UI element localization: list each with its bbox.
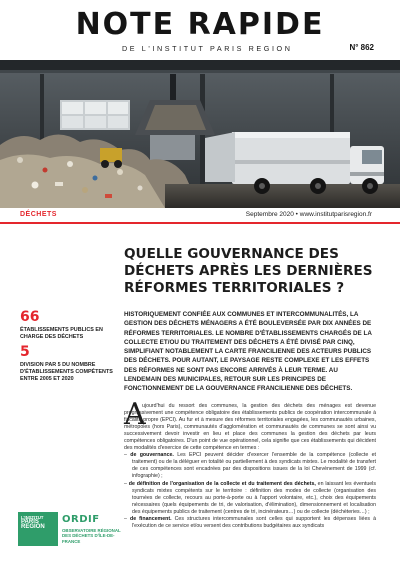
list-item-text: Ces structures intercommunales sont celles qui supportent les dépenses liées à l'exécution de ce service et/ou versent des contributions budgétaires aux syndicats	[132, 515, 376, 529]
article-headline: QUELLE GOUVERNANCE DES DÉCHETS APRÈS LES DERNIÈRES RÉFORMES TERRITORIALES ?	[124, 246, 373, 296]
list-item-label: de définition de l'organisation de la collecte et du traitement des déchets,	[128, 480, 316, 487]
key-figure-caption: ÉTABLISSEMENTS PUBLICS EN CHARGE DES DÉCHETS	[20, 327, 103, 340]
drop-cap: A	[124, 397, 146, 432]
ordif-logo: ORDIF	[62, 514, 100, 525]
list-item-text: Les EPCI peuvent décider d'exercer l'ensemble de la compétence (collecte et traitement) ou de la déléguer en totalité ou partiellement à des syndicats mixtes. Le modalité de transfert de ces compétences sont encadrées par des dispositions issues de la loi Chevènement de 1999 (cf. infographie) ;	[132, 452, 376, 480]
publication-subtitle: DE L'INSTITUT PARIS REGION	[122, 44, 293, 53]
waste-facility-illustration	[0, 60, 400, 208]
section-label: DÉCHETS	[20, 211, 57, 218]
partner-logos	[18, 508, 122, 558]
body-intro-paragraph: ujourd'hui du ressort des communes, la gestion des déchets des ménages est devenue progressivement une compétence obligatoire des établissements publics de coopération intercommunale à fiscalité propre (EPCI). Au fur et à mesure des réformes territoriales engagées, les communautés urbaines, métropoles (hors Paris), communautés d'agglomération et communautés de communes se sont ainsi vu successivement devoir investir en lieu et place des communes la gestion des déchets par leurs compétences obligatoires. D'un point de vue opérationnel, cela signifie que ces établissements qui décident des modalités d'exercice de cette compétence en termes :	[124, 403, 376, 452]
list-item-financing: – de financement. Ces structures intercommunales sont celles qui supportent les dépenses liées à l'exécution de ce service et/ou versent des contributions budgétaires aux syndicats	[124, 515, 376, 529]
date-and-website: Septembre 2020 • www.institutparisregion.fr	[245, 211, 372, 218]
key-figure-caption: DIVISION PAR 5 DU NOMBRE D'ÉTABLISSEMENTS COMPÉTENTS ENTRE 2005 ET 2020	[20, 362, 113, 382]
list-item-governance: – de gouvernance. Les EPCI peuvent décider d'exercer l'ensemble de la compétence (collecte et traitement) ou de la déléguer en totalité ou partiellement à des syndicats mixtes. Le modalité de transfert de ces compétences sont encadrées par des dispositions issues de la loi Chevènement de 1999 (cf. infographie) ;	[124, 452, 376, 480]
ordif-logo-subtitle: OBSERVATOIRE RÉGIONAL DES DÉCHETS D'ÎLE-DE-FRANCE	[62, 528, 121, 544]
list-item-organisation: – de définition de l'organisation de la collecte et du traitement des déchets, en laissant les éventuels syndicats mixtes compétents sur le territoire : définition des modes de collecte (organisation des tournées de collecte, recours au porte-à-porte ou à l'apport volontaire, etc.), choix des équipements nécessaires (quels équipements de tri, de valorisation, d'élimination), dimensionnement et localisation des équipements publics de traitement (centres de tri, incinérateurs…) ou de collecte (déchèteries…) ;	[124, 480, 376, 515]
section-divider	[0, 222, 400, 224]
issue-number: N° 862	[349, 43, 374, 52]
logo-line: REGION	[21, 524, 45, 530]
list-item-text: en laissant les éventuels syndicats mixtes compétents sur le territoire : définition des modes de collecte (organisation des tournées de collecte, recours au porte-à-porte ou à l'apport volontaire, etc.), choix des équipements nécessaires (quels équipements de tri, de valorisation, d'élimination), dimensionnement et localisation des équipements publics de traitement (centres de tri, incinérateurs…) ou de collecte (déchèteries…) ;	[132, 480, 376, 515]
institut-paris-region-logo	[18, 512, 58, 546]
section-band	[0, 210, 400, 222]
article-body	[124, 403, 376, 530]
article-lead: HISTORIQUEMENT CONFIÉE AUX COMMUNES ET INTERCOMMUNALITÉS, LA GESTION DES DÉCHETS MÉNAGERS A ÉTÉ BOULEVERSÉE PAR DIX ANNÉES DE RÉFORMES TERRITORIALES. LE NOMBRE D'ÉTABLISSEMENTS CHARGÉS DE LA COLLECTE ET/OU DU TRAITEMENT DES DÉCHETS A ÉTÉ DIVISÉ PAR CINQ, SIMPLIFIANT NOTABLEMENT LA CARTE FRANCILIENNE DES ACTEURS PUBLICS DES DÉCHETS. POUR AUTANT, LE PAYSAGE RESTE COMPLEXE ET LES EFFETS DES RÉFORMES NE SONT PAS ENCORE ARRIVÉS À LEUR TERME. AU LENDEMAIN DES MUNICIPALES, RETOUR SUR LES PRINCIPES DE FONCTIONNEMENT DE LA GOUVERNANCE FRANCILIENNE DES DÉCHETS.	[124, 311, 372, 393]
key-figure-number: 66	[20, 309, 40, 325]
logo-line: PARIS	[21, 519, 39, 525]
key-figure-number: 5	[20, 344, 30, 360]
list-item-label: de gouvernance.	[130, 452, 174, 459]
hero-photo	[0, 60, 400, 208]
publication-title: NOTE RAPIDE	[75, 7, 325, 42]
list-item-label: de financement.	[129, 515, 172, 522]
logo-line: L'INSTITUT	[21, 515, 44, 520]
key-figure-division	[20, 345, 120, 383]
masthead	[0, 0, 400, 58]
key-figure-establishments	[20, 310, 120, 341]
